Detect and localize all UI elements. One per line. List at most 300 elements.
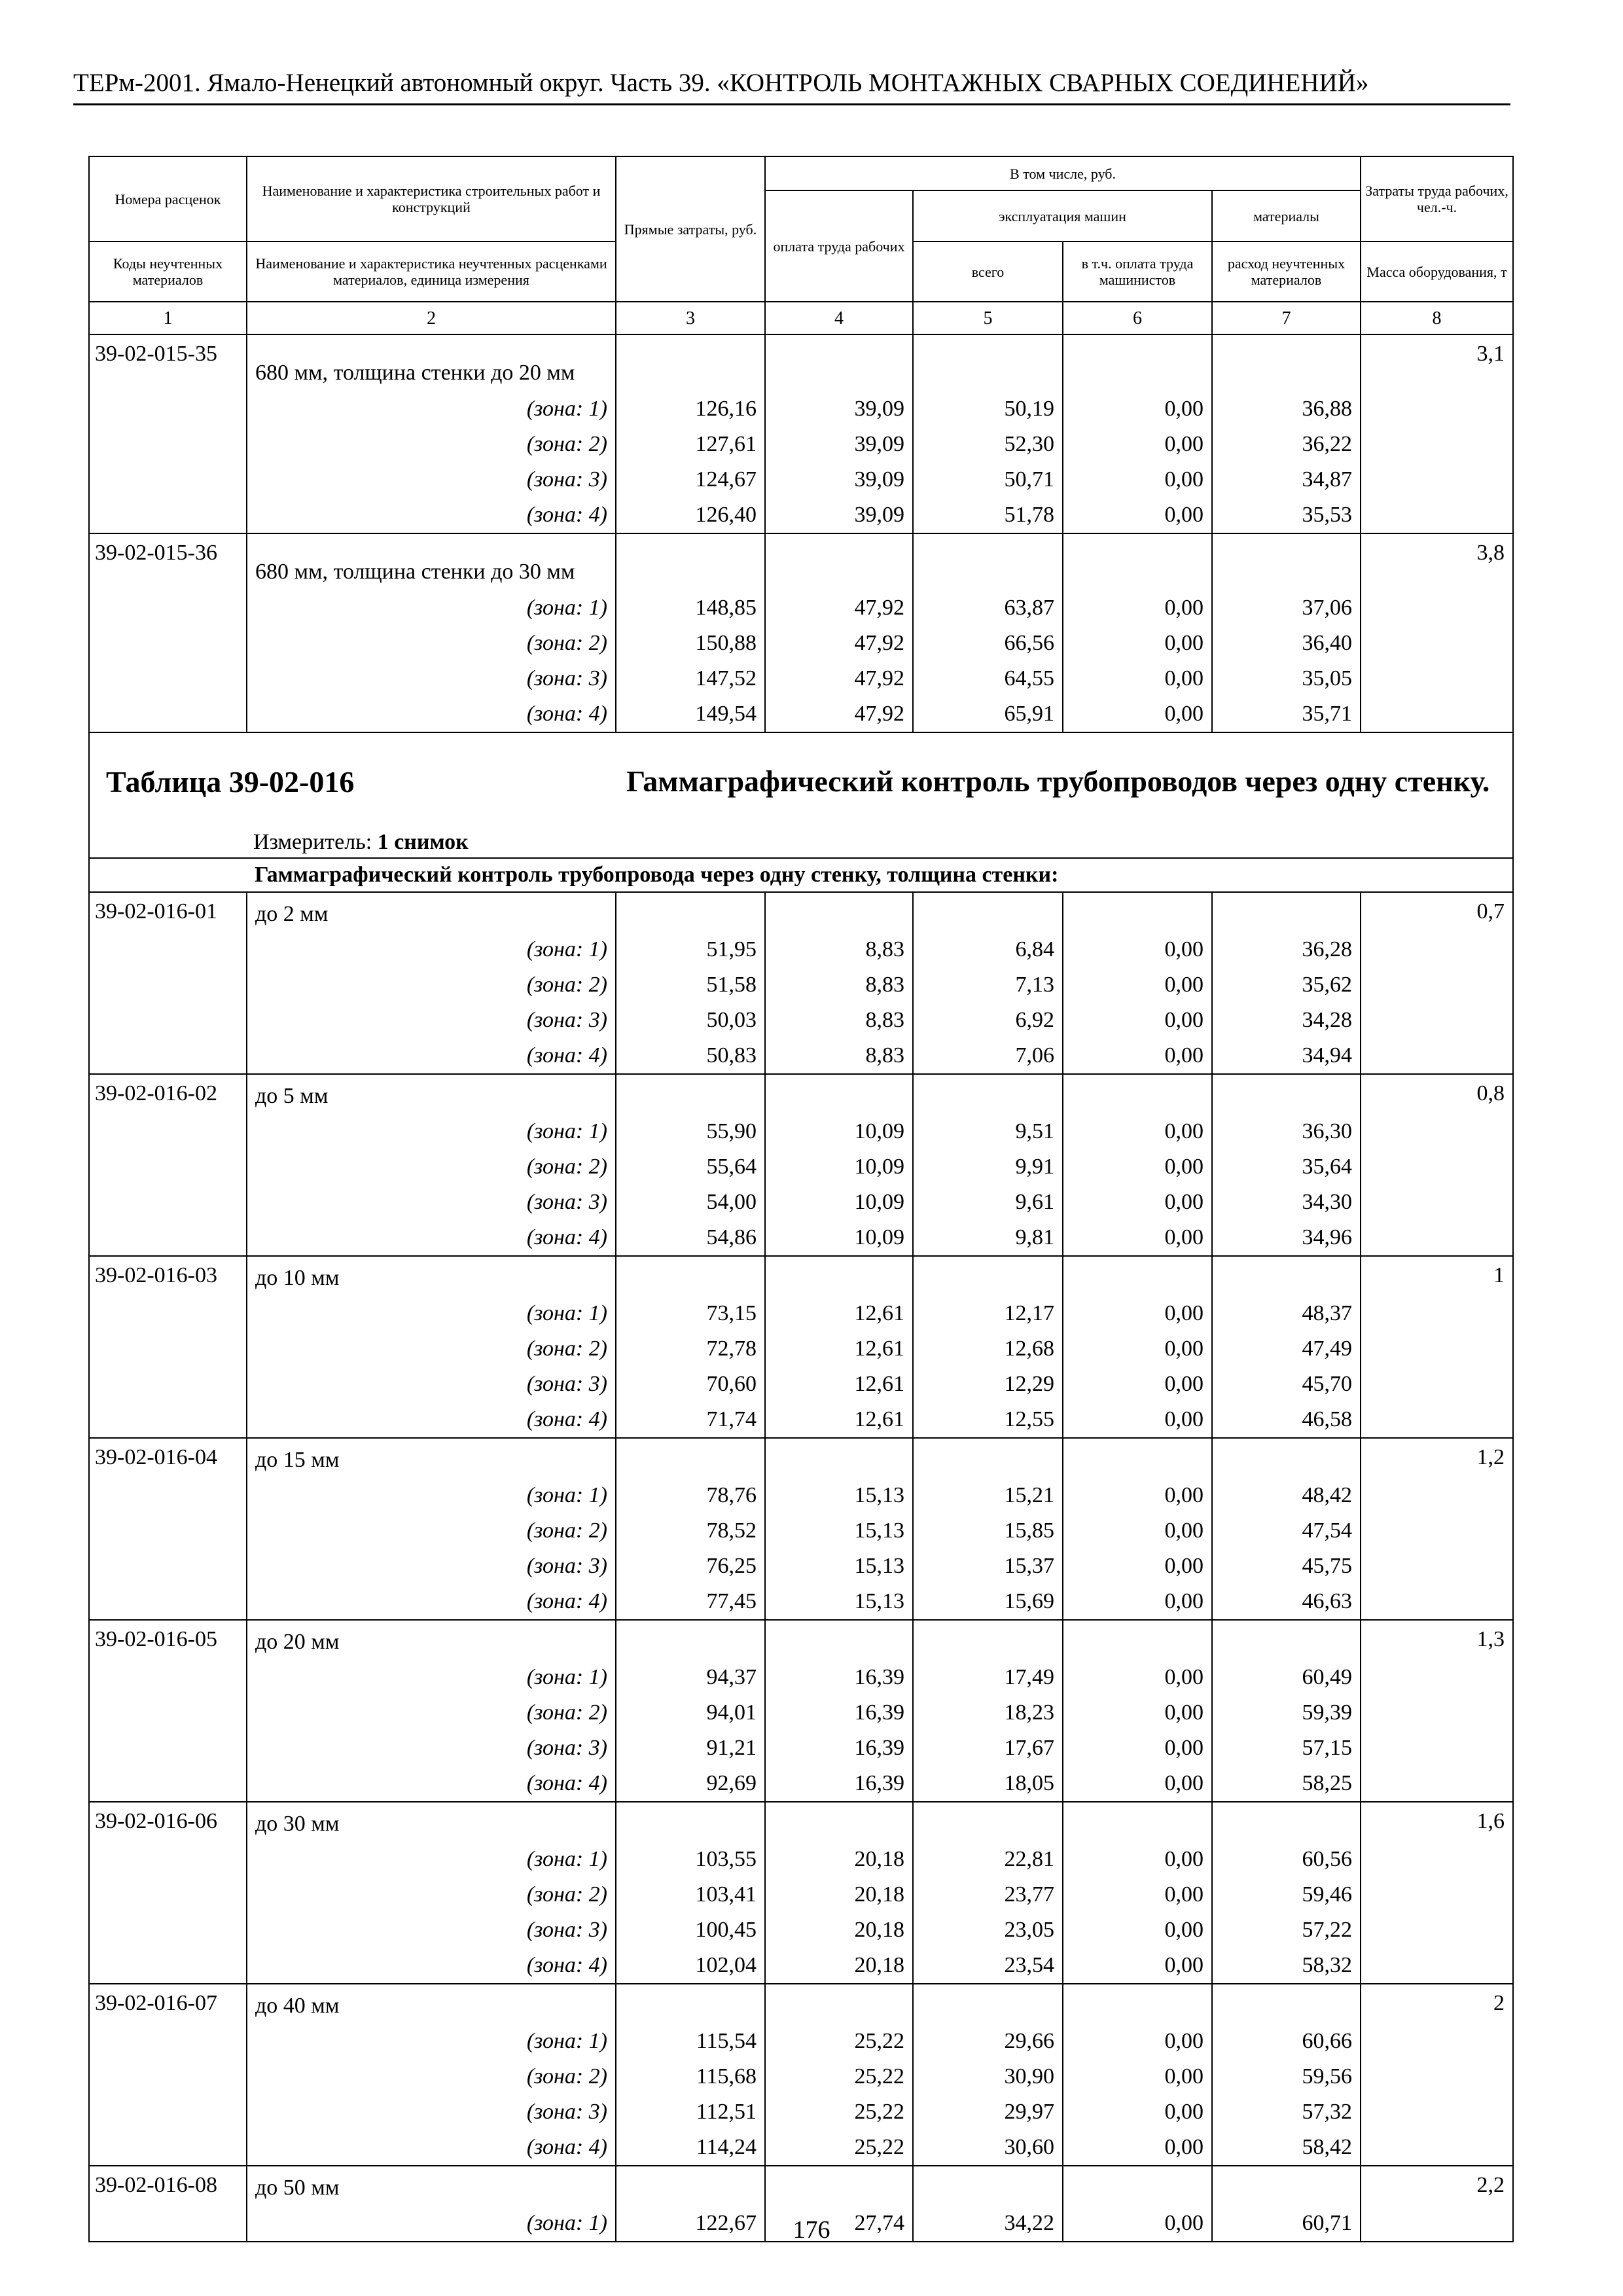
rate-block <box>89 334 1513 533</box>
zone-row <box>89 1691 1513 1727</box>
worker-pay-value: 15,13 <box>765 1580 913 1620</box>
machines-total-value: 29,97 <box>913 2090 1063 2126</box>
rate-name: до 50 мм <box>247 2166 616 2202</box>
direct-costs-value: 122,67 <box>616 2202 765 2242</box>
zone-row <box>89 1327 1513 1363</box>
zone-row <box>89 1838 1513 1873</box>
worker-pay-value: 20,18 <box>765 1944 913 1984</box>
operator-pay-value: 0,00 <box>1063 1838 1212 1873</box>
material-usage-value: 46,63 <box>1212 1580 1361 1620</box>
empty-cell <box>913 1074 1063 1110</box>
machines-total-value: 66,56 <box>913 622 1063 657</box>
column-number: 7 <box>1212 302 1361 334</box>
material-usage-value: 58,32 <box>1212 1944 1361 1984</box>
machines-total-value: 15,85 <box>913 1509 1063 1545</box>
material-usage-value: 59,56 <box>1212 2055 1361 2090</box>
empty-cell <box>616 2166 765 2202</box>
worker-pay-value: 16,39 <box>765 1762 913 1802</box>
empty-cell <box>1212 2166 1361 2202</box>
column-number: 1 <box>89 302 247 334</box>
machines-total-value: 23,77 <box>913 1873 1063 1909</box>
zone-label: (зона: 2) <box>247 1145 616 1181</box>
rate-code: 39-02-016-06 <box>89 1802 247 1984</box>
rate-block <box>89 1438 1513 1620</box>
header-material-usage: расход неучтенных материалов <box>1212 242 1361 302</box>
empty-cell <box>765 1802 913 1838</box>
rate-name: 680 мм, толщина стенки до 30 мм <box>247 533 616 586</box>
zone-row <box>89 657 1513 692</box>
direct-costs-value: 126,40 <box>616 493 765 533</box>
direct-costs-value: 77,45 <box>616 1580 765 1620</box>
zone-row <box>89 2090 1513 2126</box>
empty-cell <box>1212 1620 1361 1656</box>
zone-row <box>89 458 1513 493</box>
zone-row <box>89 1580 1513 1620</box>
direct-costs-value: 94,01 <box>616 1691 765 1727</box>
direct-costs-value: 147,52 <box>616 657 765 692</box>
direct-costs-value: 70,60 <box>616 1363 765 1398</box>
material-usage-value: 34,94 <box>1212 1034 1361 1074</box>
machines-total-value: 9,61 <box>913 1181 1063 1216</box>
material-usage-value: 59,39 <box>1212 1691 1361 1727</box>
operator-pay-value: 0,00 <box>1063 2090 1212 2126</box>
worker-pay-value: 20,18 <box>765 1838 913 1873</box>
column-number: 2 <box>247 302 616 334</box>
worker-pay-value: 47,92 <box>765 657 913 692</box>
operator-pay-value: 0,00 <box>1063 1762 1212 1802</box>
rate-title-row <box>89 334 1513 387</box>
operator-pay-value: 0,00 <box>1063 1474 1212 1509</box>
empty-cell <box>1212 1438 1361 1474</box>
machines-total-value: 17,67 <box>913 1727 1063 1762</box>
worker-pay-value: 25,22 <box>765 2090 913 2126</box>
rate-block <box>89 1984 1513 2166</box>
empty-cell <box>1063 1256 1212 1292</box>
empty-cell <box>616 334 765 387</box>
zone-label: (зона: 1) <box>247 387 616 423</box>
material-usage-value: 35,71 <box>1212 692 1361 732</box>
material-usage-value: 57,15 <box>1212 1727 1361 1762</box>
operator-pay-value: 0,00 <box>1063 1509 1212 1545</box>
material-usage-value: 59,46 <box>1212 1873 1361 1909</box>
worker-pay-value: 25,22 <box>765 2020 913 2055</box>
machines-total-value: 6,92 <box>913 999 1063 1034</box>
worker-pay-value: 8,83 <box>765 999 913 1034</box>
zone-row <box>89 586 1513 622</box>
worker-pay-value: 25,22 <box>765 2126 913 2166</box>
operator-pay-value: 0,00 <box>1063 387 1212 423</box>
table-name: Гаммаграфический контроль трубопроводов через одну стенку. <box>626 764 1490 798</box>
material-usage-value: 35,53 <box>1212 493 1361 533</box>
operator-pay-value: 0,00 <box>1063 1110 1212 1145</box>
zone-label: (зона: 1) <box>247 1110 616 1145</box>
operator-pay-value: 0,00 <box>1063 586 1212 622</box>
zone-label: (зона: 3) <box>247 1909 616 1944</box>
empty-cell <box>1212 892 1361 928</box>
empty-cell <box>913 533 1063 586</box>
rate-name: до 15 мм <box>247 1438 616 1474</box>
empty-cell <box>1063 533 1212 586</box>
worker-pay-value: 47,92 <box>765 622 913 657</box>
empty-cell <box>1063 1984 1212 2020</box>
rate-title-row <box>89 1984 1513 2020</box>
zone-row <box>89 1509 1513 1545</box>
material-usage-value: 36,88 <box>1212 387 1361 423</box>
empty-cell <box>1063 1438 1212 1474</box>
direct-costs-value: 102,04 <box>616 1944 765 1984</box>
header-direct-costs: Прямые затраты, руб. <box>616 156 765 302</box>
equipment-mass: 1,3 <box>1361 1620 1513 1802</box>
machines-total-value: 12,68 <box>913 1327 1063 1363</box>
material-usage-value: 36,28 <box>1212 928 1361 963</box>
zone-label: (зона: 1) <box>247 928 616 963</box>
operator-pay-value: 0,00 <box>1063 963 1212 999</box>
machines-total-value: 15,21 <box>913 1474 1063 1509</box>
direct-costs-value: 150,88 <box>616 622 765 657</box>
empty-cell <box>765 892 913 928</box>
operator-pay-value: 0,00 <box>1063 622 1212 657</box>
empty-cell <box>1063 1074 1212 1110</box>
worker-pay-value: 47,92 <box>765 692 913 732</box>
operator-pay-value: 0,00 <box>1063 2202 1212 2242</box>
zone-row <box>89 622 1513 657</box>
zone-label: (зона: 3) <box>247 1545 616 1580</box>
worker-pay-value: 16,39 <box>765 1656 913 1691</box>
operator-pay-value: 0,00 <box>1063 1034 1212 1074</box>
zone-label: (зона: 4) <box>247 1216 616 1256</box>
machines-total-value: 17,49 <box>913 1656 1063 1691</box>
rate-code: 39-02-016-01 <box>89 892 247 1074</box>
material-usage-value: 34,87 <box>1212 458 1361 493</box>
empty-cell <box>765 533 913 586</box>
zone-label: (зона: 3) <box>247 657 616 692</box>
rate-title-row <box>89 533 1513 586</box>
operator-pay-value: 0,00 <box>1063 1873 1212 1909</box>
empty-cell <box>913 2166 1063 2202</box>
empty-cell <box>913 892 1063 928</box>
direct-costs-value: 54,86 <box>616 1216 765 1256</box>
operator-pay-value: 0,00 <box>1063 1327 1212 1363</box>
material-usage-value: 36,30 <box>1212 1110 1361 1145</box>
worker-pay-value: 16,39 <box>765 1691 913 1727</box>
rate-block <box>89 1074 1513 1256</box>
material-usage-value: 57,32 <box>1212 2090 1361 2126</box>
equipment-mass: 1,2 <box>1361 1438 1513 1620</box>
machines-total-value: 34,22 <box>913 2202 1063 2242</box>
empty-cell <box>765 2166 913 2202</box>
worker-pay-value: 8,83 <box>765 963 913 999</box>
material-usage-value: 60,56 <box>1212 1838 1361 1873</box>
empty-cell <box>913 1620 1063 1656</box>
operator-pay-value: 0,00 <box>1063 1292 1212 1327</box>
zone-label: (зона: 2) <box>247 2055 616 2090</box>
operator-pay-value: 0,00 <box>1063 1145 1212 1181</box>
machines-total-value: 29,66 <box>913 2020 1063 2055</box>
direct-costs-value: 50,83 <box>616 1034 765 1074</box>
material-usage-value: 35,05 <box>1212 657 1361 692</box>
worker-pay-value: 10,09 <box>765 1145 913 1181</box>
machines-total-value: 15,37 <box>913 1545 1063 1580</box>
header-worker-pay: оплата труда рабочих <box>765 190 913 302</box>
operator-pay-value: 0,00 <box>1063 1727 1212 1762</box>
equipment-mass: 2 <box>1361 1984 1513 2166</box>
zone-label: (зона: 1) <box>247 2202 616 2242</box>
header-material-names: Наименование и характеристика неучтенных расценками материалов, единица измерения <box>247 242 616 302</box>
equipment-mass: 1,6 <box>1361 1802 1513 1984</box>
empty-cell <box>616 1984 765 2020</box>
machines-total-value: 7,06 <box>913 1034 1063 1074</box>
zone-row <box>89 1181 1513 1216</box>
running-header: ТЕРм-2001. Ямало-Ненецкий автономный округ. Часть 39. «КОНТРОЛЬ МОНТАЖНЫХ СВАРНЫХ СОЕДИНЕНИЙ» <box>73 69 1369 97</box>
worker-pay-value: 39,09 <box>765 387 913 423</box>
rate-title-row <box>89 1074 1513 1110</box>
direct-costs-value: 149,54 <box>616 692 765 732</box>
header-machines-total: всего <box>913 242 1063 302</box>
zone-label: (зона: 2) <box>247 1873 616 1909</box>
empty-cell <box>1063 892 1212 928</box>
direct-costs-value: 91,21 <box>616 1727 765 1762</box>
worker-pay-value: 12,61 <box>765 1363 913 1398</box>
operator-pay-value: 0,00 <box>1063 493 1212 533</box>
zone-row <box>89 1944 1513 1984</box>
worker-pay-value: 8,83 <box>765 928 913 963</box>
rate-block <box>89 533 1513 732</box>
rate-name: до 30 мм <box>247 1802 616 1838</box>
empty-cell <box>913 1802 1063 1838</box>
worker-pay-value: 10,09 <box>765 1216 913 1256</box>
rate-name: до 2 мм <box>247 892 616 928</box>
empty-cell <box>616 1256 765 1292</box>
operator-pay-value: 0,00 <box>1063 1580 1212 1620</box>
machines-total-value: 22,81 <box>913 1838 1063 1873</box>
material-usage-value: 48,42 <box>1212 1474 1361 1509</box>
measure-unit <box>253 830 469 855</box>
rate-title-row <box>89 892 1513 928</box>
worker-pay-value: 16,39 <box>765 1727 913 1762</box>
rates-table <box>88 156 1514 2242</box>
operator-pay-value: 0,00 <box>1063 458 1212 493</box>
header-machines: эксплуатация машин <box>913 190 1212 242</box>
rate-code: 39-02-016-05 <box>89 1620 247 1802</box>
zone-row <box>89 493 1513 533</box>
direct-costs-value: 115,54 <box>616 2020 765 2055</box>
rate-code: 39-02-016-02 <box>89 1074 247 1256</box>
worker-pay-value: 27,74 <box>765 2202 913 2242</box>
operator-pay-value: 0,00 <box>1063 1181 1212 1216</box>
worker-pay-value: 15,13 <box>765 1474 913 1509</box>
zone-row <box>89 1363 1513 1398</box>
column-number: 3 <box>616 302 765 334</box>
zone-label: (зона: 4) <box>247 2126 616 2166</box>
header-work-name: Наименование и характеристика строительных работ и конструкций <box>247 156 616 242</box>
material-usage-value: 58,42 <box>1212 2126 1361 2166</box>
direct-costs-value: 55,64 <box>616 1145 765 1181</box>
empty-cell <box>765 1074 913 1110</box>
machines-total-value: 50,19 <box>913 387 1063 423</box>
zone-label: (зона: 2) <box>247 622 616 657</box>
direct-costs-value: 112,51 <box>616 2090 765 2126</box>
machines-total-value: 50,71 <box>913 458 1063 493</box>
rate-block <box>89 1256 1513 1438</box>
zone-label: (зона: 4) <box>247 1398 616 1438</box>
equipment-mass: 3,8 <box>1361 533 1513 732</box>
zone-label: (зона: 2) <box>247 1327 616 1363</box>
empty-cell <box>616 1074 765 1110</box>
zone-row <box>89 1656 1513 1691</box>
empty-cell <box>616 1438 765 1474</box>
operator-pay-value: 0,00 <box>1063 1363 1212 1398</box>
zone-row <box>89 1545 1513 1580</box>
empty-cell <box>1212 1256 1361 1292</box>
material-usage-value: 46,58 <box>1212 1398 1361 1438</box>
zone-row <box>89 1398 1513 1438</box>
material-usage-value: 58,25 <box>1212 1762 1361 1802</box>
rate-block <box>89 892 1513 1074</box>
rate-code: 39-02-016-08 <box>89 2166 247 2242</box>
direct-costs-value: 126,16 <box>616 387 765 423</box>
rate-name: до 5 мм <box>247 1074 616 1110</box>
empty-cell <box>1063 2166 1212 2202</box>
zone-label: (зона: 3) <box>247 1181 616 1216</box>
empty-cell <box>913 1256 1063 1292</box>
rate-name: до 10 мм <box>247 1256 616 1292</box>
material-usage-value: 48,37 <box>1212 1292 1361 1327</box>
machines-total-value: 30,90 <box>913 2055 1063 2090</box>
worker-pay-value: 10,09 <box>765 1110 913 1145</box>
worker-pay-value: 39,09 <box>765 458 913 493</box>
table-title-block <box>89 732 1513 892</box>
header-operator-pay: в т.ч. оплата труда машинистов <box>1063 242 1212 302</box>
rate-code: 39-02-015-36 <box>89 533 247 732</box>
machines-total-value: 63,87 <box>913 586 1063 622</box>
empty-cell <box>913 1984 1063 2020</box>
direct-costs-value: 100,45 <box>616 1909 765 1944</box>
equipment-mass: 1 <box>1361 1256 1513 1438</box>
empty-cell <box>616 1802 765 1838</box>
operator-pay-value: 0,00 <box>1063 1398 1212 1438</box>
page-number: 176 <box>793 2216 830 2244</box>
direct-costs-value: 51,95 <box>616 928 765 963</box>
operator-pay-value: 0,00 <box>1063 2055 1212 2090</box>
empty-cell <box>913 334 1063 387</box>
zone-row <box>89 963 1513 999</box>
zone-label: (зона: 2) <box>247 1509 616 1545</box>
zone-row <box>89 1762 1513 1802</box>
measure-value: 1 снимок <box>377 830 469 854</box>
zone-row <box>89 1292 1513 1327</box>
zone-row <box>89 1216 1513 1256</box>
direct-costs-value: 55,90 <box>616 1110 765 1145</box>
material-usage-value: 35,62 <box>1212 963 1361 999</box>
header-material-codes: Коды неучтенных материалов <box>89 242 247 302</box>
material-usage-value: 34,96 <box>1212 1216 1361 1256</box>
machines-total-value: 12,55 <box>913 1398 1063 1438</box>
rate-title-row <box>89 1802 1513 1838</box>
worker-pay-value: 8,83 <box>765 1034 913 1074</box>
rate-title-row <box>89 1256 1513 1292</box>
operator-pay-value: 0,00 <box>1063 1691 1212 1727</box>
operator-pay-value: 0,00 <box>1063 2020 1212 2055</box>
operator-pay-value: 0,00 <box>1063 1909 1212 1944</box>
empty-cell <box>1063 1620 1212 1656</box>
zone-row <box>89 1474 1513 1509</box>
direct-costs-value: 72,78 <box>616 1327 765 1363</box>
zone-label: (зона: 1) <box>247 1292 616 1327</box>
equipment-mass: 0,7 <box>1361 892 1513 1074</box>
empty-cell <box>765 1984 913 2020</box>
worker-pay-value: 15,13 <box>765 1509 913 1545</box>
empty-cell <box>765 334 913 387</box>
zone-label: (зона: 4) <box>247 1944 616 1984</box>
material-usage-value: 34,30 <box>1212 1181 1361 1216</box>
zone-label: (зона: 3) <box>247 458 616 493</box>
zone-label: (зона: 2) <box>247 963 616 999</box>
empty-cell <box>1063 1802 1212 1838</box>
zone-row <box>89 2020 1513 2055</box>
rate-title-row <box>89 1438 1513 1474</box>
direct-costs-value: 103,41 <box>616 1873 765 1909</box>
measure-label: Измеритель: <box>253 830 372 854</box>
material-usage-value: 36,40 <box>1212 622 1361 657</box>
empty-cell <box>616 533 765 586</box>
operator-pay-value: 0,00 <box>1063 1545 1212 1580</box>
material-usage-value: 57,22 <box>1212 1909 1361 1944</box>
zone-row <box>89 1873 1513 1909</box>
column-numbers-row <box>89 302 1513 334</box>
rate-block <box>89 1620 1513 1802</box>
zone-label: (зона: 1) <box>247 1656 616 1691</box>
material-usage-value: 37,06 <box>1212 586 1361 622</box>
material-usage-value: 47,54 <box>1212 1509 1361 1545</box>
material-usage-value: 60,49 <box>1212 1656 1361 1691</box>
direct-costs-value: 148,85 <box>616 586 765 622</box>
direct-costs-value: 127,61 <box>616 423 765 458</box>
empty-cell <box>616 1620 765 1656</box>
operator-pay-value: 0,00 <box>1063 657 1212 692</box>
direct-costs-value: 51,58 <box>616 963 765 999</box>
zone-label: (зона: 4) <box>247 1762 616 1802</box>
machines-total-value: 12,29 <box>913 1363 1063 1398</box>
worker-pay-value: 25,22 <box>765 2055 913 2090</box>
machines-total-value: 18,05 <box>913 1762 1063 1802</box>
empty-cell <box>1212 334 1361 387</box>
material-usage-value: 34,28 <box>1212 999 1361 1034</box>
empty-cell <box>1212 1984 1361 2020</box>
material-usage-value: 60,66 <box>1212 2020 1361 2055</box>
equipment-mass: 3,1 <box>1361 334 1513 533</box>
header-equipment-mass: Масса оборудования, т <box>1361 242 1513 302</box>
zone-label: (зона: 1) <box>247 1838 616 1873</box>
material-usage-value: 36,22 <box>1212 423 1361 458</box>
material-usage-value: 47,49 <box>1212 1327 1361 1363</box>
zone-row <box>89 1110 1513 1145</box>
zone-label: (зона: 3) <box>247 1727 616 1762</box>
operator-pay-value: 0,00 <box>1063 1944 1212 1984</box>
empty-cell <box>913 1438 1063 1474</box>
direct-costs-value: 54,00 <box>616 1181 765 1216</box>
zone-label: (зона: 1) <box>247 1474 616 1509</box>
header-including: В том числе, руб. <box>765 156 1361 190</box>
direct-costs-value: 78,76 <box>616 1474 765 1509</box>
header-rule <box>73 103 1510 105</box>
operator-pay-value: 0,00 <box>1063 1216 1212 1256</box>
machines-total-value: 64,55 <box>913 657 1063 692</box>
zone-row <box>89 928 1513 963</box>
direct-costs-value: 78,52 <box>616 1509 765 1545</box>
operator-pay-value: 0,00 <box>1063 928 1212 963</box>
machines-total-value: 15,69 <box>913 1580 1063 1620</box>
direct-costs-value: 50,03 <box>616 999 765 1034</box>
